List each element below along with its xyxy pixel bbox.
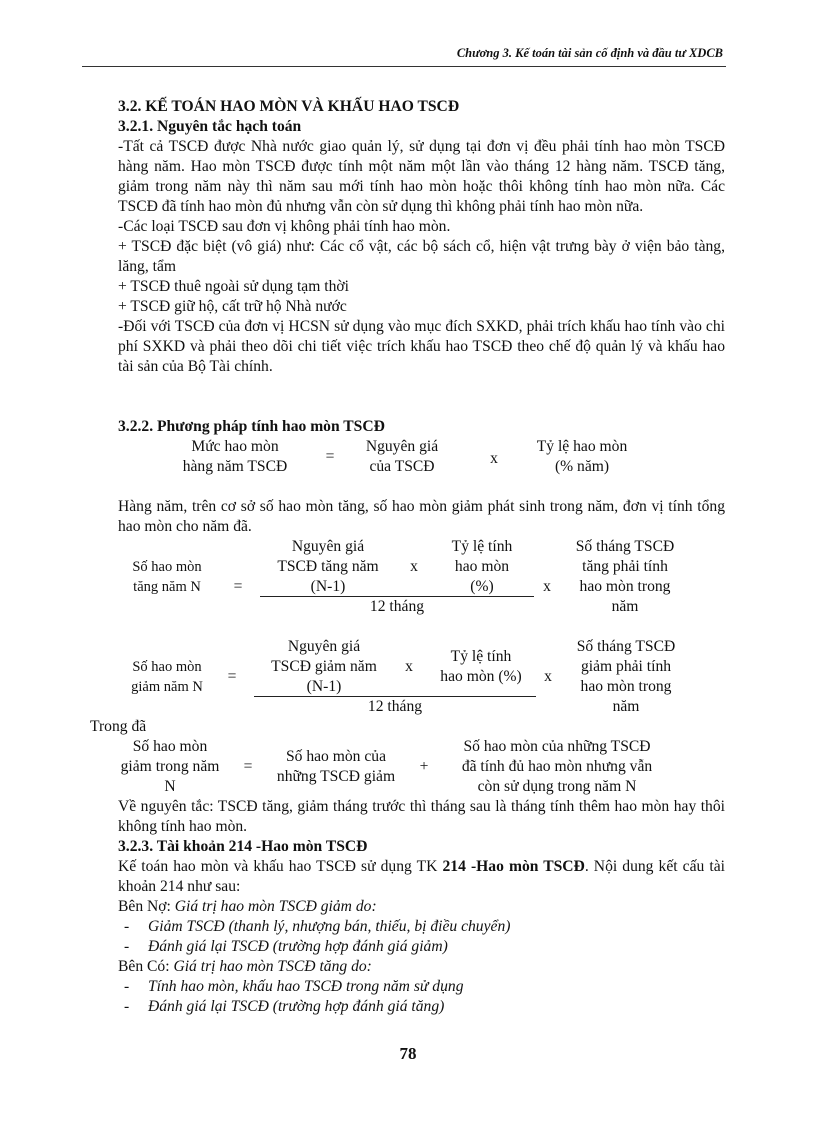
- formula-term: Số hao mòn: [132, 659, 202, 675]
- formula-term: N: [164, 778, 176, 795]
- paragraph-text: + TSCĐ giữ hộ, cất trữ hộ Nhà nước: [118, 298, 347, 315]
- list-item: Giảm TSCĐ (thanh lý, nhượng bán, thiếu, bị điều chuyển): [148, 918, 511, 935]
- formula-term: hao mòn (%): [440, 668, 522, 685]
- formula-term: tăng phải tính: [582, 558, 668, 575]
- paragraph-text: + TSCĐ đặc biệt (vô giá) như: Các cổ vật, các bộ sách cổ, hiện vật trưng bày ở viện bảo tàng, lăng, tẩm: [118, 238, 725, 275]
- formula-term: hao mòn trong: [580, 678, 672, 695]
- formula-term: còn sử dụng trong năm N: [477, 778, 637, 795]
- formula-term: Số tháng TSCĐ: [576, 638, 676, 655]
- formula-term: (N-1): [310, 578, 346, 595]
- formula-term: (% năm): [554, 458, 610, 475]
- paragraph: [82, 797, 725, 837]
- plus-sign: +: [419, 758, 429, 775]
- paragraph-text: Về nguyên tắc: TSCĐ tăng, giảm tháng trước thì tháng sau là tháng tính thêm hao mòn hay thôi không tính hao mòn.: [118, 798, 725, 835]
- formula-term: tăng năm N: [133, 579, 201, 595]
- trong-da-label: Trong đã: [90, 718, 147, 735]
- list-item: Đánh giá lại TSCĐ (trường hợp đánh giá giảm): [148, 938, 448, 955]
- debit-text: Giá trị hao mòn TSCĐ giảm do:: [174, 898, 377, 915]
- account-name: 214 -Hao mòn TSCĐ: [442, 858, 585, 875]
- formula-term: Số hao mòn: [132, 738, 208, 755]
- formula-term: Tỷ lệ tính: [451, 538, 513, 555]
- formula-term: Nguyên giá: [287, 638, 361, 655]
- formula-term: Số hao mòn: [132, 559, 202, 575]
- formula-term: hàng năm TSCĐ: [182, 458, 288, 475]
- paragraph-text: Kế toán hao mòn và khấu hao TSCĐ sử dụng TK: [118, 858, 443, 875]
- formula-term: Nguyên giá: [291, 538, 365, 555]
- debit-label: Bên Nợ:: [118, 898, 175, 915]
- credit-heading: [118, 957, 372, 977]
- subsection-title-3-2-1: 3.2.1. Nguyên tắc hạch toán: [118, 118, 302, 135]
- formula-term: Số hao mòn của những TSCĐ: [463, 738, 651, 755]
- header-rule: [82, 66, 726, 67]
- formula-term: năm: [611, 598, 639, 615]
- formula-term: giảm phải tính: [580, 658, 672, 675]
- formula-term: đã tính đủ hao mòn nhưng vẫn: [461, 758, 653, 775]
- multiply-sign: x: [544, 668, 552, 685]
- subsection-title-3-2-3: 3.2.3. Tài khoản 214 -Hao mòn TSCĐ: [118, 838, 368, 855]
- equals-sign: =: [227, 668, 237, 685]
- equals-sign: =: [325, 448, 335, 465]
- list-dash: -: [124, 918, 130, 935]
- formula-denominator: 12 tháng: [369, 598, 425, 615]
- paragraph: [82, 857, 725, 897]
- paragraph: [82, 137, 725, 377]
- formula-term: Nguyên giá: [365, 438, 439, 455]
- formula-term: giảm năm N: [131, 679, 203, 695]
- paragraph-text: -Tất cả TSCĐ được Nhà nước giao quản lý, sử dụng tại đơn vị đều phải tính hao mòn TSCĐ hàng năm. Hao mòn TSCĐ được tính một năm một lần vào tháng 12 hàng năm. TSCĐ tăng, giảm trong năm này thì năm sau mới tính hao mòn hoặc thôi không tính hao mòn nữa. Các TSCĐ đã tính hao mòn đủ nhưng vẫn còn sử dụng thì không phải tính hao mòn nữa.: [118, 138, 725, 215]
- formula-term: năm: [612, 698, 640, 715]
- section-title: 3.2. KẾ TOÁN HAO MÒN VÀ KHẤU HAO TSCĐ: [118, 98, 460, 115]
- multiply-sign: x: [410, 558, 418, 575]
- list-item: Tính hao mòn, khấu hao TSCĐ trong năm sử dụng: [148, 978, 464, 995]
- equals-sign: =: [233, 578, 243, 595]
- paragraph-text: + TSCĐ thuê ngoài sử dụng tạm thời: [118, 278, 349, 295]
- formula-term: hao mòn: [454, 558, 510, 575]
- equals-sign: =: [243, 758, 253, 775]
- formula-term: của TSCĐ: [369, 458, 435, 475]
- paragraph-text: -Các loại TSCĐ sau đơn vị không phải tính hao mòn.: [118, 218, 451, 235]
- multiply-sign: x: [490, 450, 498, 467]
- formula-term: những TSCĐ giảm: [276, 768, 396, 785]
- multiply-sign: x: [543, 578, 551, 595]
- formula-term: Số tháng TSCĐ: [575, 538, 675, 555]
- formula-term: (N-1): [306, 678, 342, 695]
- debit-heading: [118, 897, 377, 917]
- running-header: Chương 3. Kế toán tài sản cố định và đầu tư XDCB: [456, 46, 723, 60]
- subsection-title-3-2-2: 3.2.2. Phương pháp tính hao mòn TSCĐ: [118, 418, 385, 435]
- paragraph-text: Hàng năm, trên cơ sở số hao mòn tăng, số hao mòn giảm phát sinh trong năm, đơn vị tính tổng hao mòn cho năm đã.: [118, 498, 725, 535]
- list-dash: -: [124, 978, 130, 995]
- formula-term: hao mòn trong: [579, 578, 671, 595]
- formula-term: Số hao mòn của: [285, 748, 387, 765]
- formula-term: TSCĐ tăng năm: [277, 558, 379, 575]
- formula-term: Mức hao mòn: [191, 438, 279, 455]
- list-dash: -: [124, 998, 130, 1015]
- formula-term: Tỷ lệ hao mòn: [536, 438, 628, 455]
- formula-term: giảm trong năm: [120, 758, 220, 775]
- paragraph: [82, 497, 725, 537]
- credit-label: Bên Có:: [118, 958, 174, 975]
- page-number: 78: [399, 1044, 417, 1063]
- formula-term: TSCĐ giảm năm: [271, 658, 377, 675]
- paragraph-text: -Đối với TSCĐ của đơn vị HCSN sử dụng vào mục đích SXKD, phải trích khấu hao tính vào chi phí SXKD và phải theo dõi chi tiết việc trích khấu hao TSCĐ theo chế độ quản lý và khấu hao tài sản của Bộ Tài chính.: [118, 318, 725, 375]
- formula-term: (%): [470, 578, 494, 595]
- credit-text: Giá trị hao mòn TSCĐ tăng do:: [173, 958, 372, 975]
- multiply-sign: x: [405, 658, 413, 675]
- list-item: Đánh giá lại TSCĐ (trường hợp đánh giá tăng): [148, 998, 445, 1015]
- list-dash: -: [124, 938, 130, 955]
- formula-term: Tỷ lệ tính: [450, 648, 512, 665]
- formula-denominator: 12 tháng: [367, 698, 423, 715]
- paragraph-text: . Nội dung kết cấu tài khoản 214 như sau:: [118, 858, 725, 895]
